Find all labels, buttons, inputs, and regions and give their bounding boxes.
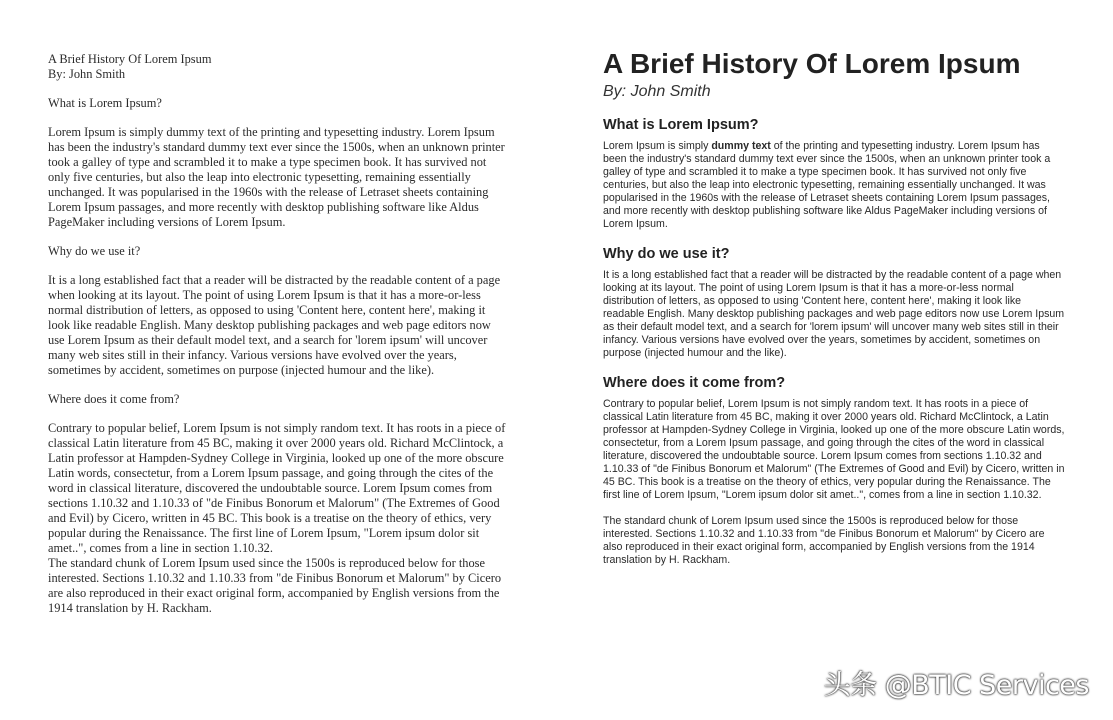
styled-heading-where: Where does it come from?: [603, 375, 786, 391]
styled-document: [603, 46, 1065, 567]
styled-paragraph-what-post: of the printing and typesetting industry. Lorem Ipsum has been the industry's standard dummy text ever since the 1500s, when an unknown printer took a galley of type and scrambled it to make a type specimen book. It has survived not only five centuries, but also the leap into electronic typesetting, remaining essentially unchanged. It was popularised in the 1960s with the release of Letraset sheets containing Lorem Ipsum passages, and more recently with desktop publishing software like Aldus PageMaker including versions of Lorem Ipsum.: [603, 140, 1051, 230]
plain-heading-why: Why do we use it?: [48, 244, 141, 258]
styled-bold-dummy-text: dummy text: [711, 140, 771, 152]
plain-title: A Brief History Of Lorem Ipsum: [48, 52, 212, 66]
styled-author: By: John Smith: [603, 83, 711, 100]
plain-paragraph-why: It is a long established fact that a reader will be distracted by the readable content of a page when looking at its layout. The point of using Lorem Ipsum is that it has a more-or-less normal distribution of letters, as opposed to using 'Content here, content here', making it look like readable English. Many desktop publishing packages and web page editors now use Lorem Ipsum as their default model text, and a search for 'lorem ipsum' will uncover many web sites still in their infancy. Various versions have evolved over the years, sometimes by accident, sometimes on purpose (injected humour and the like).: [48, 273, 501, 377]
watermark: 头条 @BTIC Services: [823, 670, 1089, 701]
plain-document: [48, 52, 508, 616]
styled-paragraph-where: Contrary to popular belief, Lorem Ipsum is not simply random text. It has roots in a piece of classical Latin literature from 45 BC, making it over 2000 years old. Richard McClintock, a Latin professor at Hampden-Sydney College in Virginia, looked up one of the more obscure Latin words, consectetur, from a Lorem Ipsum passage, and going through the cites of the word in classical literature, discovered the undoubtable source. Lorem Ipsum comes from sections 1.10.32 and 1.10.33 of "de Finibus Bonorum et Malorum" (The Extremes of Good and Evil) by Cicero, written in 45 BC. This book is a treatise on the theory of ethics, very popular during the Renaissance. The first line of Lorem Ipsum, "Lorem ipsum dolor sit amet..", comes from a line in section 1.10.32.: [603, 398, 1065, 501]
styled-title: A Brief History Of Lorem Ipsum: [603, 48, 1021, 79]
styled-paragraph-what-pre: Lorem Ipsum is simply: [603, 140, 712, 152]
plain-heading-what: What is Lorem Ipsum?: [48, 96, 162, 110]
styled-paragraph-standard: The standard chunk of Lorem Ipsum used since the 1500s is reproduced below for those interested. Sections 1.10.32 and 1.10.33 from "de Finibus Bonorum et Malorum" by Cicero are also reproduced in their exact original form, accompanied by English versions from the 1914 translation by H. Rackham.: [603, 515, 1045, 566]
plain-heading-where: Where does it come from?: [48, 392, 180, 406]
plain-paragraph-standard: The standard chunk of Lorem Ipsum used since the 1500s is reproduced below for those interested. Sections 1.10.32 and 1.10.33 from "de Finibus Bonorum et Malorum" by Cicero are also reproduced in their exact original form, accompanied by English versions from the 1914 translation by H. Rackham.: [48, 556, 502, 615]
plain-paragraph-where: Contrary to popular belief, Lorem Ipsum is not simply random text. It has roots in a piece of classical Latin literature from 45 BC, making it over 2000 years old. Richard McClintock, a Latin professor at Hampden-Sydney College in Virginia, looked up one of the more obscure Latin words, consectetur, from a Lorem Ipsum passage, and going through the cites of the word in classical literature, discovered the undoubtable source. Lorem Ipsum comes from sections 1.10.32 and 1.10.33 of "de Finibus Bonorum et Malorum" (The Extremes of Good and Evil) by Cicero, written in 45 BC. This book is a treatise on the theory of ethics, very popular during the Renaissance. The first line of Lorem Ipsum, "Lorem ipsum dolor sit amet..", comes from a line in section 1.10.32.: [48, 421, 506, 555]
styled-paragraph-what: [603, 140, 1065, 231]
styled-heading-what: What is Lorem Ipsum?: [603, 117, 759, 133]
styled-heading-why: Why do we use it?: [603, 246, 730, 262]
styled-paragraph-why: It is a long established fact that a reader will be distracted by the readable content of a page when looking at its layout. The point of using Lorem Ipsum is that it has a more-or-less normal distribution of letters, as opposed to using 'Content here, content here', making it look like readable English. Many desktop publishing packages and web page editors now use Lorem Ipsum as their default model text, and a search for 'lorem ipsum' will uncover many web sites still in their infancy. Various versions have evolved over the years, sometimes by accident, sometimes on purpose (injected humour and the like).: [603, 269, 1065, 359]
plain-author: By: John Smith: [48, 67, 126, 81]
plain-paragraph-what: Lorem Ipsum is simply dummy text of the printing and typesetting industry. Lorem Ipsum has been the industry's standard dummy text ever since the 1500s, when an unknown printer took a galley of type and scrambled it to make a type specimen book. It has survived not only five centuries, but also the leap into electronic typesetting, remaining essentially unchanged. It was popularised in the 1960s with the release of Letraset sheets containing Lorem Ipsum passages, and more recently with desktop publishing software like Aldus PageMaker including versions of Lorem Ipsum.: [48, 125, 505, 229]
